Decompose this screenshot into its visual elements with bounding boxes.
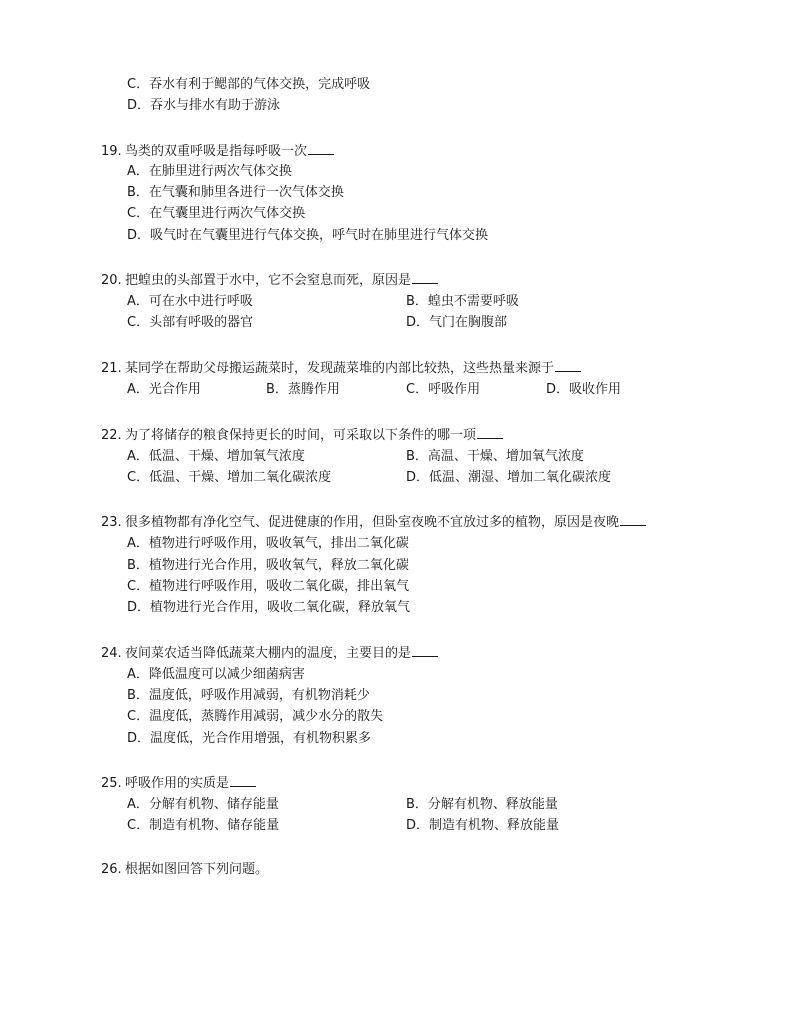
question-text: 呼吸作用的实质是 (125, 776, 230, 791)
question-22-option-d: D．低温、潮湿、增加二氧化碳浓度 (406, 470, 612, 485)
answer-blank (620, 512, 646, 526)
question-25-option-a: A．分解有机物、储存能量 (127, 797, 279, 812)
question-22-option-b: B．高温、干燥、增加氧气浓度 (406, 449, 584, 464)
question-21-option-c: C．呼吸作用 (406, 382, 481, 397)
question-22-option-c: C．低温、干燥、增加二氧化碳浓度 (127, 470, 332, 485)
question-number: 19. (101, 144, 122, 159)
question-22-stem (101, 425, 503, 445)
question-22-option-a: A．低温、干燥、增加氧气浓度 (127, 449, 305, 464)
question-text: 某同学在帮助父母搬运蔬菜时，发现蔬菜堆的内部比较热，这些热量来源于 (125, 361, 555, 376)
question-number: 24. (101, 646, 122, 661)
question-24-option-c: C．温度低，蒸腾作用减弱，减少水分的散失 (127, 709, 384, 724)
question-20-option-b: B．蝗虫不需要呼吸 (406, 294, 519, 309)
question-21-option-d: D．吸收作用 (546, 382, 622, 397)
question-text: 把蝗虫的头部置于水中，它不会窒息而死，原因是 (125, 273, 412, 288)
question-number: 26. (101, 862, 122, 877)
question-text: 为了将储存的粮食保持更长的时间，可采取以下条件的哪一项 (125, 428, 477, 443)
question-number: 23. (101, 515, 122, 530)
question-21-option-a: A．光合作用 (127, 382, 201, 397)
question-23-option-b: B．植物进行光合作用，吸收氧气，释放二氧化碳 (127, 558, 409, 573)
question-19-stem (101, 141, 334, 161)
question-23-stem (101, 512, 646, 532)
question-text: 鸟类的双重呼吸是指每呼吸一次 (125, 144, 308, 159)
question-20-stem (101, 270, 438, 290)
question-number: 21. (101, 361, 122, 376)
question-24-option-d: D．温度低，光合作用增强，有机物积累多 (127, 731, 372, 746)
question-23-option-d: D．植物进行光合作用，吸收二氧化碳，释放氧气 (127, 600, 411, 615)
question-19-option-d: D．吸气时在气囊里进行气体交换，呼气时在肺里进行气体交换 (127, 228, 489, 243)
question-21-stem (101, 358, 581, 378)
question-19-option-c: C．在气囊里进行两次气体交换 (127, 206, 306, 221)
answer-blank (412, 270, 438, 284)
question-text: 根据如图回答下列问题。 (125, 862, 269, 877)
prev-option-c: C．吞水有利于鳃部的气体交换，完成呼吸 (127, 77, 371, 92)
question-text: 夜间菜农适当降低蔬菜大棚内的温度，主要目的是 (125, 646, 412, 661)
question-25-stem (101, 773, 256, 793)
question-24-stem (101, 643, 438, 663)
answer-blank (412, 643, 438, 657)
answer-blank (555, 358, 581, 372)
question-text: 很多植物都有净化空气、促进健康的作用，但卧室夜晚不宜放过多的植物，原因是夜晚 (125, 515, 620, 530)
question-20-option-d: D．气门在胸腹部 (406, 315, 508, 330)
answer-blank (308, 141, 334, 155)
question-23-option-a: A．植物进行呼吸作用，吸收氧气，排出二氧化碳 (127, 536, 409, 551)
question-19-option-a: A．在肺里进行两次气体交换 (127, 164, 292, 179)
question-20-option-a: A．可在水中进行呼吸 (127, 294, 253, 309)
question-19-option-b: B．在气囊和肺里各进行一次气体交换 (127, 185, 344, 200)
question-25-option-c: C．制造有机物、储存能量 (127, 818, 280, 833)
question-26-stem (101, 860, 268, 880)
question-25-option-d: D．制造有机物、释放能量 (406, 818, 560, 833)
prev-option-d: D．吞水与排水有助于游泳 (127, 98, 281, 113)
question-number: 25. (101, 776, 122, 791)
question-24-option-a: A．降低温度可以减少细菌病害 (127, 667, 305, 682)
question-number: 22. (101, 428, 122, 443)
question-25-option-b: B．分解有机物、释放能量 (406, 797, 558, 812)
question-20-option-c: C．头部有呼吸的器官 (127, 315, 254, 330)
answer-blank (477, 425, 503, 439)
question-number: 20. (101, 273, 122, 288)
question-24-option-b: B．温度低，呼吸作用减弱，有机物消耗少 (127, 688, 370, 703)
answer-blank (230, 773, 256, 787)
question-21-option-b: B．蒸腾作用 (266, 382, 340, 397)
question-23-option-c: C．植物进行呼吸作用，吸收二氧化碳，排出氧气 (127, 579, 410, 594)
